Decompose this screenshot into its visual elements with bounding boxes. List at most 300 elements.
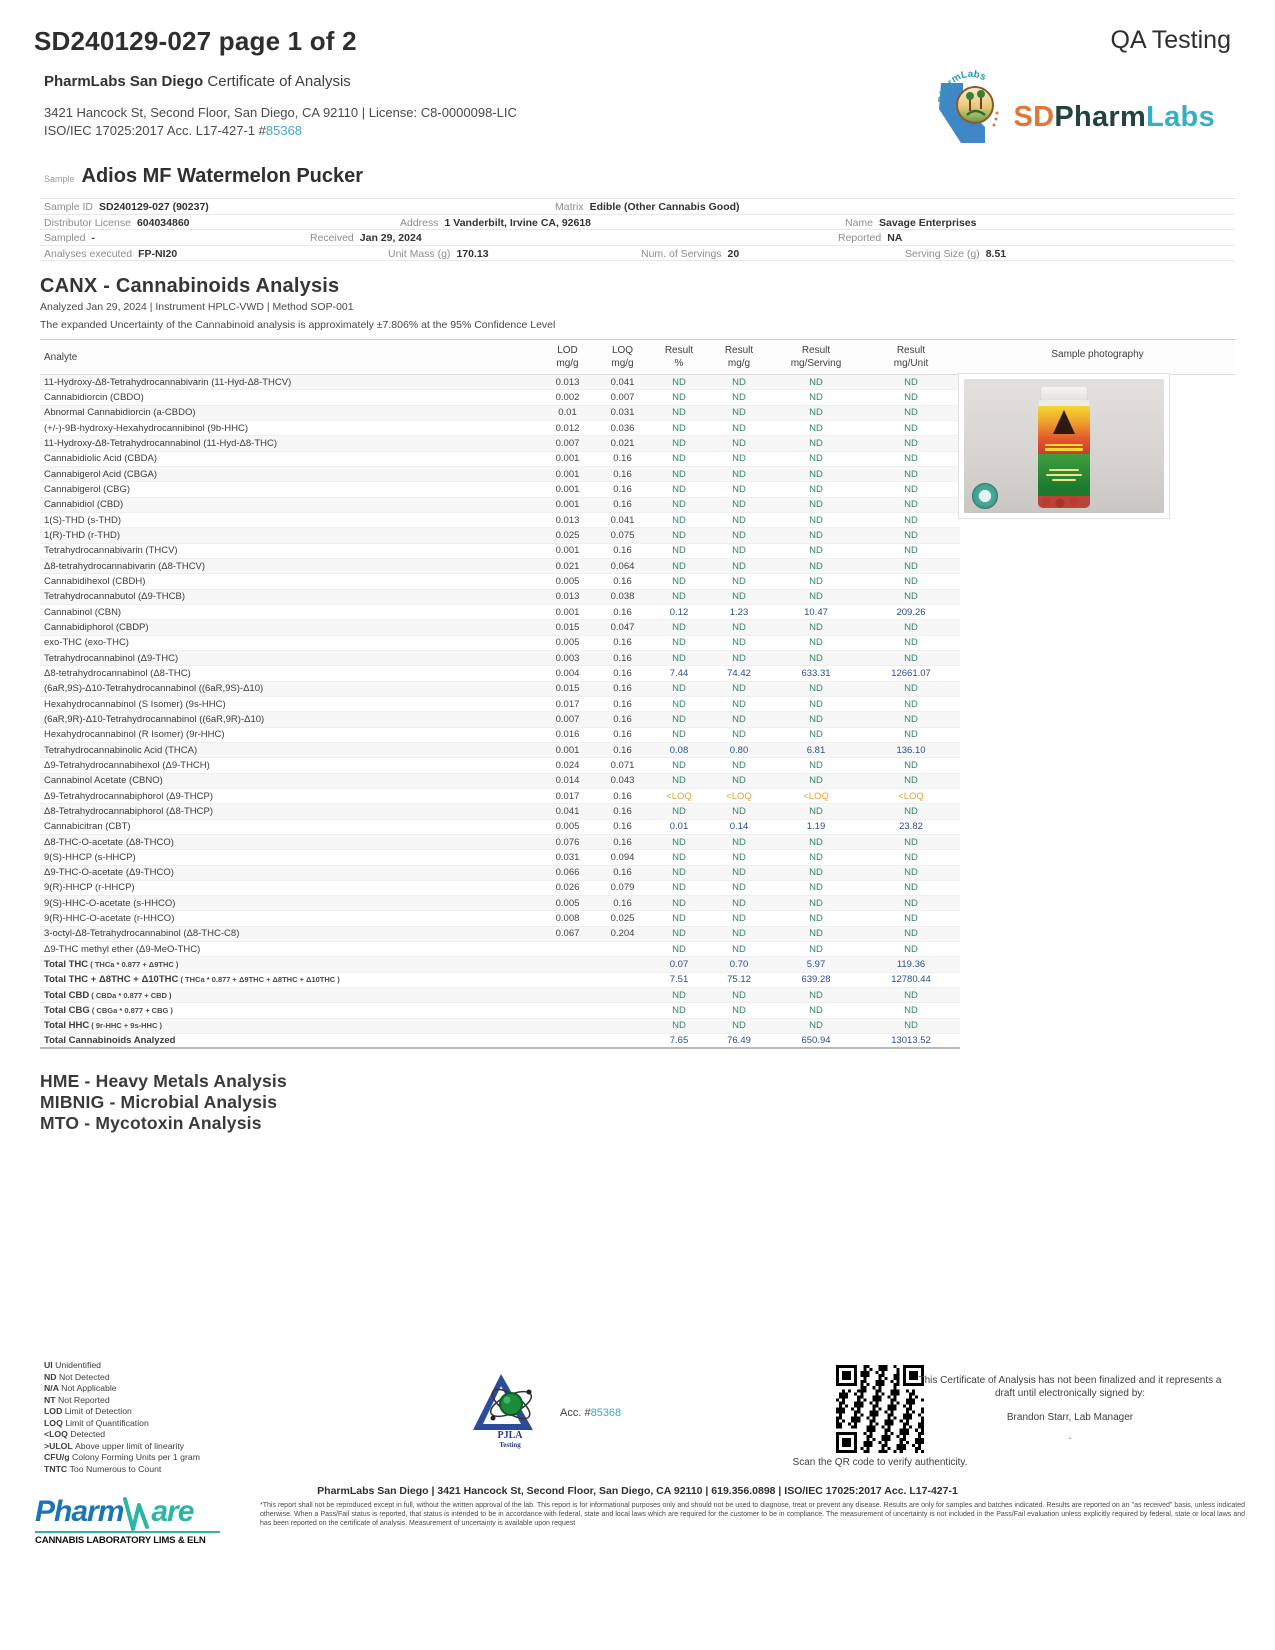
info-field [845, 217, 976, 229]
cell-pct: ND [672, 759, 686, 771]
draft-notice: This Certificate of Analysis has not been finalized and it represents a draft until electronically signed by: [918, 1375, 1222, 1399]
cell-unit: ND [904, 560, 918, 572]
cell-unit: 136.10 [896, 744, 926, 756]
analysis-section-title: MTO - Mycotoxin Analysis [40, 1112, 262, 1133]
cell-loq: 0.021 [610, 437, 635, 449]
cell-lod: 0.024 [555, 759, 580, 771]
cell-mgg: ND [732, 698, 746, 710]
table-row [40, 881, 960, 896]
sample-photo-frame [958, 373, 1170, 519]
iso-line: ISO/IEC 17025:2017 Acc. L17-427-1 # [44, 122, 266, 138]
cell-mgg: 1.23 [729, 606, 749, 618]
cell-unit: 23.82 [899, 821, 923, 833]
cell-loq: 0.041 [610, 376, 635, 388]
info-value: 1 Vanderbilt, Irvine CA, 92618 [444, 216, 592, 229]
cell-unit: ND [904, 591, 918, 603]
cell-mgg: ND [732, 591, 746, 603]
cell-unit: 119.36 [896, 959, 926, 971]
cell-pct: ND [672, 483, 686, 495]
table-row [40, 452, 960, 467]
table-row [40, 620, 960, 635]
cell-lod: 0.001 [555, 545, 580, 557]
sample-info-table [40, 198, 1235, 261]
cell-serv: ND [809, 514, 823, 526]
info-label: Sample ID [44, 201, 94, 213]
cell-loq: 0.16 [613, 606, 632, 618]
cell-unit: ND [904, 407, 918, 419]
cell-pct: ND [672, 591, 686, 603]
cell-pct: ND [672, 913, 686, 925]
cell-unit: ND [904, 683, 918, 695]
table-row [40, 743, 960, 758]
table-row [40, 528, 960, 543]
cell-serv: ND [809, 499, 823, 511]
analyte-name: Δ8-tetrahydrocannabinol (Δ8-THC) [44, 667, 191, 679]
cell-unit: ND [904, 943, 918, 955]
cell-loq: 0.16 [613, 897, 632, 909]
analyte-name: Cannabidiphorol (CBDP) [44, 621, 149, 633]
footer-disclaimer: *This report shall not be reproduced except in full, without the written approval of the lab. This report is for informational purposes only and should not be used to diagnose, treat or prevent any disease. Results are only for samples and batches indicated. Results are reported on an "as received" basis, unless indicated otherwise. When a Pass/Fail status is reported, that status is intended to be in accordance with federal, state and local laws which are required for the customer to be in compliance. The measurement of uncertainty is not included in the Pass/Fail evaluation unless explicitly required by federal, state or local laws and has been reported on the certificate of analysis. Measurement of uncertainty is available upon request [260, 1502, 1245, 1527]
pjla-name: PJLA [497, 1430, 523, 1441]
table-row [40, 911, 960, 926]
cell-pct: ND [672, 1005, 686, 1017]
cell-pct: 0.01 [669, 821, 689, 833]
cell-unit: <LOQ [898, 790, 924, 802]
cell-loq: 0.16 [613, 453, 632, 465]
analyte-name: Cannabigerol (CBG) [44, 483, 131, 495]
info-field [44, 217, 190, 229]
cell-lod: 0.005 [555, 897, 580, 909]
cell-pct: 7.44 [669, 667, 689, 679]
cell-serv: ND [809, 882, 823, 894]
cell-pct: ND [672, 376, 686, 388]
cell-lod: 0.076 [555, 836, 580, 848]
table-row [40, 636, 960, 651]
cannabinoid-table-body [40, 375, 960, 1049]
doc-type: Certificate of Analysis [207, 73, 351, 90]
cell-lod: 0.005 [555, 637, 580, 649]
cell-serv: ND [809, 560, 823, 572]
cell-unit: ND [904, 437, 918, 449]
cell-serv: ND [809, 775, 823, 787]
table-row [40, 498, 960, 513]
analyte-name: Cannabidiorcin (CBDO) [44, 391, 144, 403]
cell-lod: 0.001 [555, 483, 580, 495]
table-row [40, 1003, 960, 1018]
cell-unit: ND [904, 989, 918, 1001]
cell-unit: 209.26 [896, 606, 926, 618]
table-row [40, 605, 960, 620]
legend-item: NT Not Reported [44, 1394, 110, 1405]
lab-address [44, 104, 517, 139]
analyte-name: Cannabidihexol (CBDH) [44, 575, 146, 587]
cell-mgg: ND [732, 989, 746, 1001]
table-row [40, 375, 960, 390]
table-header-row [40, 339, 1235, 375]
legend-item: >ULOL Above upper limit of linearity [44, 1440, 185, 1451]
cell-unit: ND [904, 805, 918, 817]
cell-unit: ND [904, 529, 918, 541]
cell-serv: ND [809, 943, 823, 955]
cell-serv: ND [809, 591, 823, 603]
cell-loq: 0.16 [613, 790, 632, 802]
canx-uncertainty: The expanded Uncertainty of the Cannabinoid analysis is approximately ±7.806% at the 95% Confidence Level [40, 319, 556, 331]
cell-serv: ND [809, 989, 823, 1001]
cell-lod: 0.01 [558, 407, 577, 419]
pjla-sub: Testing [499, 1441, 521, 1449]
table-row [40, 436, 960, 451]
pharmware-pharm: Pharm [35, 1495, 124, 1528]
cell-serv: 633.31 [801, 667, 831, 679]
table-row [40, 421, 960, 436]
cell-pct: ND [672, 989, 686, 1001]
cell-pct: ND [672, 805, 686, 817]
cell-mgg: ND [732, 928, 746, 940]
analyte-name: Cannabicitran (CBT) [44, 821, 131, 833]
cell-pct: 0.07 [669, 959, 689, 971]
info-row [40, 246, 1235, 262]
legend-item: <LOQ Detected [44, 1429, 106, 1439]
cell-mgg: ND [732, 499, 746, 511]
cell-lod: 0.013 [555, 591, 580, 603]
cell-loq: 0.16 [613, 836, 632, 848]
table-row [40, 390, 960, 405]
cell-mgg: ND [732, 775, 746, 787]
cell-loq: 0.16 [613, 805, 632, 817]
table-row [40, 574, 960, 589]
cell-unit: ND [904, 897, 918, 909]
pharmware-wave-icon [123, 1497, 151, 1529]
top-bar [0, 0, 1275, 57]
info-field [905, 248, 1006, 260]
cell-mgg: 76.49 [727, 1035, 751, 1047]
cell-mgg: ND [732, 1020, 746, 1032]
sample-name: Adios MF Watermelon Pucker [81, 165, 364, 187]
cell-mgg: ND [732, 713, 746, 725]
cell-lod: 0.007 [555, 713, 580, 725]
cell-pct: ND [672, 560, 686, 572]
cell-loq: 0.031 [610, 407, 635, 419]
cell-mgg: ND [732, 897, 746, 909]
analyte-name: Total THC ( THCa * 0.877 + Δ9THC ) [44, 959, 179, 971]
table-row [40, 850, 960, 865]
cell-unit: ND [904, 652, 918, 664]
cell-lod: 0.026 [555, 882, 580, 894]
cell-serv: ND [809, 867, 823, 879]
analyte-name: Tetrahydrocannabinolic Acid (THCA) [44, 744, 198, 756]
qr-code [836, 1365, 924, 1453]
cannabinoid-table-area [40, 339, 1235, 1049]
sample-photo [964, 379, 1164, 513]
cell-lod: 0.066 [555, 867, 580, 879]
logo-sd: SD [1013, 100, 1055, 133]
sdpharmlabs-logo [927, 69, 1215, 149]
cell-serv: ND [809, 729, 823, 741]
cell-mgg: ND [732, 805, 746, 817]
cell-serv: ND [809, 529, 823, 541]
cell-unit: ND [904, 575, 918, 587]
cell-mgg: ND [732, 867, 746, 879]
cell-loq: 0.041 [610, 514, 635, 526]
lab-header [0, 57, 1275, 149]
info-label: Name [845, 216, 874, 229]
cell-serv: ND [809, 637, 823, 649]
cell-serv: <LOQ [803, 790, 829, 802]
cell-pct: ND [672, 575, 686, 587]
table-row [40, 728, 960, 743]
table-row [40, 758, 960, 773]
cell-mgg: ND [732, 529, 746, 541]
col-sample-photography: Sample photography [1051, 349, 1144, 360]
cell-pct: ND [672, 545, 686, 557]
analyte-name: Total THC + Δ8THC + Δ10THC ( THCa * 0.877 + Δ9THC + Δ8THC + Δ10THC ) [44, 974, 340, 986]
table-row [40, 973, 960, 988]
cell-serv: ND [809, 913, 823, 925]
table-row [40, 820, 960, 835]
cell-mgg: ND [732, 545, 746, 557]
cell-pct: 7.51 [669, 974, 689, 986]
table-row [40, 682, 960, 697]
cell-unit: ND [904, 483, 918, 495]
cell-pct: ND [672, 851, 686, 863]
cell-unit: ND [904, 867, 918, 879]
cell-serv: ND [809, 897, 823, 909]
info-value: SD240129-027 (90237) [99, 201, 209, 213]
cell-serv: ND [809, 805, 823, 817]
table-row [40, 774, 960, 789]
info-value: FP-NI20 [138, 247, 178, 260]
table-row [40, 988, 960, 1003]
analyte-name: Δ9-Tetrahydrocannabihexol (Δ9-THCH) [44, 759, 210, 771]
analyte-name: Total CBD ( CBDa * 0.877 + CBD ) [44, 989, 172, 1001]
table-row [40, 866, 960, 881]
analyte-name: Hexahydrocannabinol (R Isomer) (9r-HHC) [44, 729, 225, 741]
cell-serv: ND [809, 683, 823, 695]
signature-block [915, 1374, 1225, 1442]
col-result-serving: Result mg/Serving [790, 345, 842, 369]
cell-loq: 0.204 [610, 928, 635, 940]
table-row [40, 1034, 960, 1049]
cell-lod: 0.025 [555, 529, 580, 541]
cell-serv: ND [809, 698, 823, 710]
cell-pct: <LOQ [666, 790, 692, 802]
analyte-name: Hexahydrocannabinol (S Isomer) (9s-HHC) [44, 698, 226, 710]
cell-unit: ND [904, 713, 918, 725]
info-value: 170.13 [456, 247, 489, 260]
cell-unit: ND [904, 775, 918, 787]
cell-loq: 0.16 [613, 667, 632, 679]
cell-unit: ND [904, 1020, 918, 1032]
cell-mgg: ND [732, 1005, 746, 1017]
cell-loq: 0.075 [610, 529, 635, 541]
cell-serv: 10.47 [804, 606, 828, 618]
cell-unit: 12780.44 [891, 974, 931, 986]
cell-lod: 0.015 [555, 683, 580, 695]
cell-mgg: ND [732, 683, 746, 695]
table-row [40, 513, 960, 528]
cell-mgg: ND [732, 652, 746, 664]
other-analysis-sections [0, 1049, 1275, 1133]
cell-unit: ND [904, 698, 918, 710]
cell-pct: ND [672, 698, 686, 710]
cell-loq: 0.16 [613, 683, 632, 695]
cell-mgg: 0.80 [729, 744, 749, 756]
cell-lod: 0.017 [555, 698, 580, 710]
pjla-acc-number [560, 1407, 621, 1419]
cell-pct: 0.12 [669, 606, 689, 618]
cell-loq: 0.16 [613, 545, 632, 557]
cell-serv: ND [809, 652, 823, 664]
pjla-acc-value[interactable]: 85368 [590, 1407, 622, 1419]
info-value: - [91, 232, 95, 244]
cell-serv: ND [809, 407, 823, 419]
cell-pct: ND [672, 652, 686, 664]
sample-line [0, 149, 1275, 188]
col-analyte: Analyte [44, 352, 78, 363]
table-row [40, 896, 960, 911]
cell-pct: ND [672, 897, 686, 909]
cell-pct: ND [672, 499, 686, 511]
cell-pct: ND [672, 437, 686, 449]
cell-unit: ND [904, 621, 918, 633]
cell-loq: 0.043 [610, 775, 635, 787]
cell-mgg: ND [732, 851, 746, 863]
info-field [838, 232, 902, 244]
table-row [40, 927, 960, 942]
cell-pct: ND [672, 514, 686, 526]
info-value: 8.51 [985, 247, 1007, 260]
legend-item: LOQ Limit of Quantification [44, 1417, 149, 1428]
cell-serv: 1.19 [806, 821, 826, 833]
info-label: Serving Size (g) [905, 247, 980, 260]
cell-lod: 0.002 [555, 391, 580, 403]
cell-unit: 13013.52 [891, 1035, 931, 1047]
cell-loq: 0.071 [610, 759, 635, 771]
cell-pct: ND [672, 529, 686, 541]
cell-unit: ND [904, 391, 918, 403]
analyte-name: Tetrahydrocannabutol (Δ9-THCB) [44, 591, 185, 603]
analyte-name: (+/-)-9B-hydroxy-Hexahydrocannibinol (9b-HHC) [44, 422, 249, 434]
table-row [40, 544, 960, 559]
cell-lod: 0.067 [555, 928, 580, 940]
info-label: Reported [838, 232, 882, 244]
info-label: Address [400, 216, 439, 229]
analyte-name: Δ8-THC-O-acetate (Δ8-THCO) [44, 836, 174, 848]
cell-lod: 0.012 [555, 422, 580, 434]
info-value: 604034860 [136, 216, 190, 229]
info-field [44, 248, 177, 260]
cell-mgg: ND [732, 943, 746, 955]
cell-mgg: ND [732, 913, 746, 925]
cell-mgg: ND [732, 882, 746, 894]
cell-serv: ND [809, 453, 823, 465]
cell-lod: 0.004 [555, 667, 580, 679]
cell-loq: 0.16 [613, 729, 632, 741]
cell-lod: 0.001 [555, 744, 580, 756]
info-field [555, 201, 740, 213]
cell-mgg: ND [732, 621, 746, 633]
cell-loq: 0.064 [610, 560, 635, 572]
analyte-name: 3-octyl-Δ8-Tetrahydrocannabinol (Δ8-THC-C8) [44, 928, 240, 940]
info-field [400, 217, 591, 229]
table-row [40, 957, 960, 972]
col-lod: LOD mg/g [556, 345, 579, 369]
cell-serv: ND [809, 928, 823, 940]
legend-item: N/A Not Applicable [44, 1383, 117, 1393]
canx-section-title: CANX - Cannabinoids Analysis [40, 275, 340, 297]
cell-serv: 6.81 [806, 744, 826, 756]
pharmware-tagline: CANNABIS LABORATORY LIMS & ELN [35, 1531, 220, 1546]
info-label: Num. of Servings [641, 247, 722, 260]
cell-serv: ND [809, 621, 823, 633]
analyte-name: Δ9-Tetrahydrocannabiphorol (Δ9-THCP) [44, 790, 213, 802]
info-value: Jan 29, 2024 [359, 232, 422, 244]
analyte-name: Δ8-tetrahydrocannabivarin (Δ8-THCV) [44, 560, 206, 572]
legend-item: CFU/g Colony Forming Units per 1 gram [44, 1452, 200, 1462]
cell-unit: ND [904, 851, 918, 863]
cell-loq: 0.16 [613, 713, 632, 725]
analyte-name: Δ9-THC-O-acetate (Δ9-THCO) [44, 867, 174, 879]
abbreviation-legend [44, 1360, 200, 1475]
cell-lod: 0.031 [555, 851, 580, 863]
acc-number-link[interactable]: 85368 [265, 122, 303, 138]
cell-unit: ND [904, 422, 918, 434]
sample-label: Sample [44, 174, 75, 184]
cell-pct: ND [672, 729, 686, 741]
info-value: 20 [727, 247, 740, 260]
info-value: Edible (Other Cannabis Good) [589, 201, 740, 213]
cell-pct: ND [672, 775, 686, 787]
analyte-name: (6aR,9S)-Δ10-Tetrahydrocannabinol ((6aR,9S)-Δ10) [44, 683, 264, 695]
cell-serv: ND [809, 376, 823, 388]
cell-pct: ND [672, 943, 686, 955]
analyte-name: Total HHC ( 9r-HHC + 9s-HHC ) [44, 1020, 162, 1032]
analyte-name: Tetrahydrocannabinol (Δ9-THC) [44, 652, 179, 664]
cell-loq: 0.16 [613, 575, 632, 587]
table-header-columns [40, 340, 960, 374]
col-result-mgg: Result mg/g [724, 345, 754, 369]
cell-serv: 650.94 [801, 1035, 831, 1047]
cell-mgg: 0.70 [729, 959, 749, 971]
cell-serv: ND [809, 1020, 823, 1032]
cell-unit: ND [904, 499, 918, 511]
signer-name: Brandon Starr, Lab Manager [1006, 1412, 1134, 1423]
qr-caption: Scan the QR code to verify authenticity. [792, 1457, 968, 1468]
cell-pct: ND [672, 867, 686, 879]
cell-unit: ND [904, 729, 918, 741]
analyte-name: Cannabinol Acetate (CBNO) [44, 775, 163, 787]
analyte-name: Cannabidiolic Acid (CBDA) [44, 453, 157, 465]
cell-serv: ND [809, 483, 823, 495]
legend-item: ND Not Detected [44, 1371, 110, 1382]
cell-mgg: ND [732, 729, 746, 741]
cell-mgg: ND [732, 437, 746, 449]
qa-testing-tag: QA Testing [1110, 26, 1231, 54]
info-field [388, 248, 489, 260]
info-field [310, 232, 422, 244]
cell-loq: 0.047 [610, 621, 635, 633]
cell-mgg: <LOQ [726, 790, 752, 802]
cell-lod: 0.021 [555, 560, 580, 572]
analyte-name: 9(S)-HHCP (s-HHCP) [44, 851, 136, 863]
cell-mgg: ND [732, 759, 746, 771]
cell-lod: 0.014 [555, 775, 580, 787]
cell-lod: 0.007 [555, 437, 580, 449]
cell-pct: ND [672, 422, 686, 434]
cell-pct: ND [672, 621, 686, 633]
cell-pct: ND [672, 453, 686, 465]
logo-pharm: Pharm [1054, 100, 1147, 133]
